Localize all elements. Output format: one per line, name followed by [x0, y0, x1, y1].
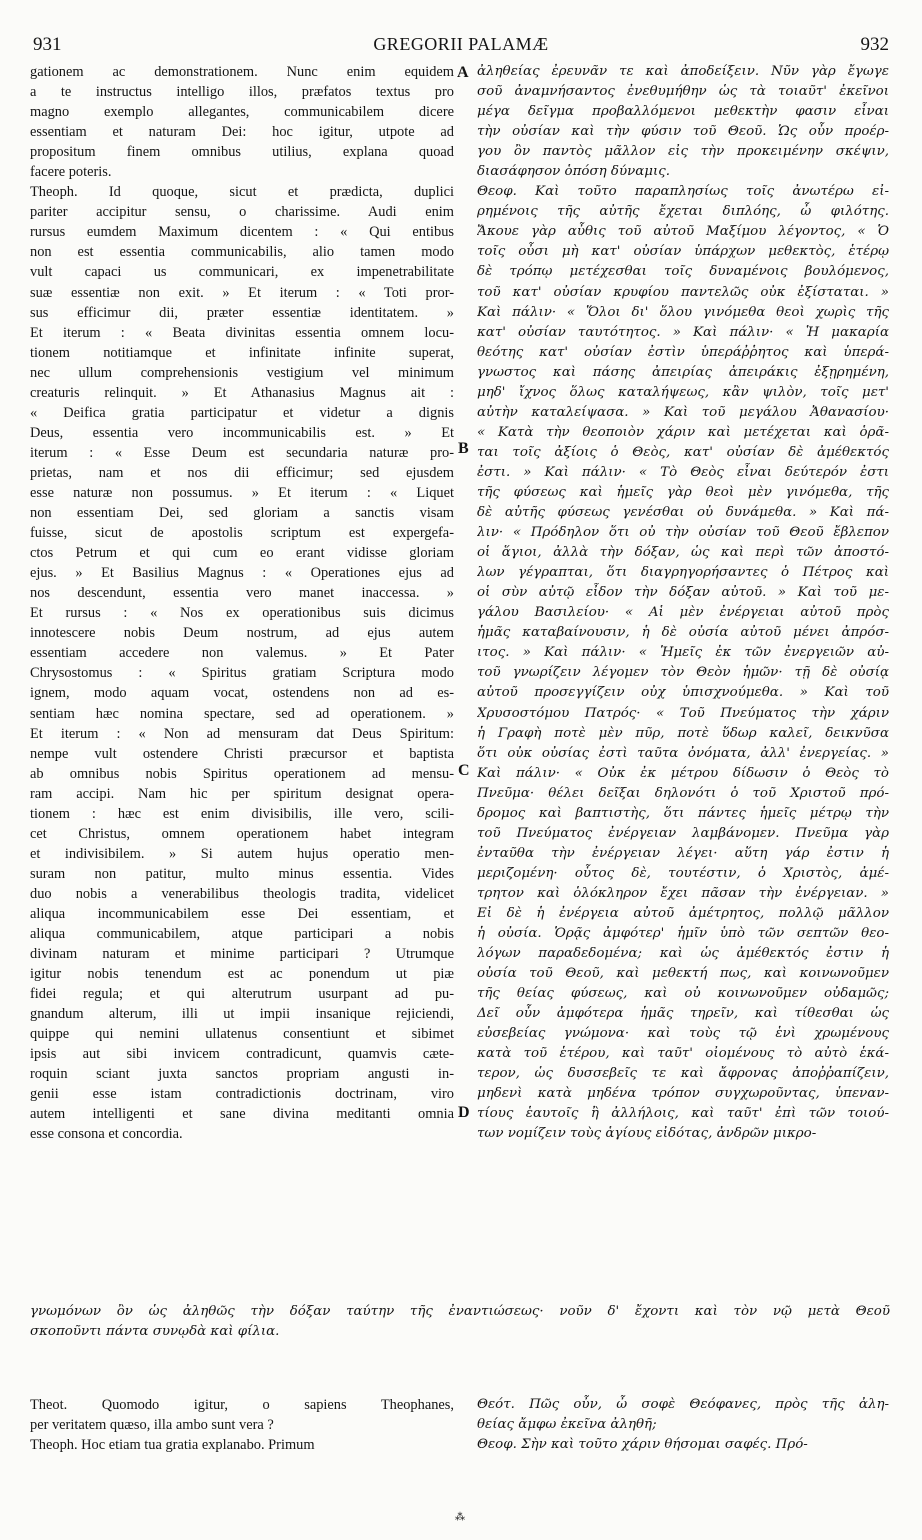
text-line: μεριζομένη· οὗτος δὲ, τουτέστιν, ὁ Χριστὸς, ἀμέ- [477, 865, 889, 881]
text-line: ctos Petrum et qui cum eo erant vidisse gloriam [30, 545, 454, 562]
text-line: vult capaci us communicari, ex impenetrabilitate [30, 264, 454, 281]
text-line: θεότης κατ' οὐσίαν ἐστὶν ὑπεράῤῥητος καὶ ὑπερά- [477, 344, 889, 360]
text-line: fidei regula; et qui alterutrum usurpant ad pu- [30, 986, 454, 1003]
text-line: Theot. Quomodo igitur, o sapiens Theophanes, [30, 1397, 454, 1413]
text-line: aliqua communicabilem, atque participari a nobis [30, 926, 454, 943]
text-line: nos descendunt, essentia vero manet inaccessa. » [30, 585, 454, 602]
text-line: εὐσεβείας γνώμονα· καὶ τοὺς τῷ ἑνὶ χρωμένους [477, 1026, 889, 1042]
text-line: Καὶ πάλιν· « Οὐκ ἐκ μέτρου δίδωσιν ὁ Θεὸς τὸ [477, 765, 889, 781]
text-line: gnandum alterum, illi ut impii insanique rejiciendi, [30, 1006, 454, 1023]
text-line: et indivisibilem. » Si autem hujus operatio men- [30, 845, 454, 862]
text-line: non est essentia communicabilis, alio tamen modo [30, 244, 454, 261]
text-line: θείας ἄμφω ἐκεῖνα ἀληθῆ; [477, 1417, 657, 1433]
text-line: ἡ οὐσία. Ὁρᾷς ἀμφότερ' ἡμῖν ὑπὸ τῶν σεπτῶν θεο- [477, 926, 889, 942]
text-line: Θεοφ. Σὴν καὶ τοῦτο χάριν θήσομαι σαφές. Πρό- [477, 1437, 808, 1453]
section-marker-b: B [458, 440, 469, 457]
text-line: Δεῖ οὖν ἀμφότερα ἡμᾶς τηρεῖν, καὶ τίθεσθαι ὡς [477, 1006, 889, 1022]
left-page-number: 931 [33, 34, 62, 55]
text-line: rursus eumdem Maximum dicentem : « Qui entibus [30, 224, 454, 241]
text-line: essentiam accedere non valemus. » Et Pater [30, 645, 454, 662]
text-line: ἡ Γραφὴ ποτὲ μὲν πῦρ, ποτὲ ὕδωρ καλεῖ, δεικνῦσα [477, 725, 889, 741]
text-line: ram accipi. Nam hic per spiritum designat opera- [30, 785, 454, 802]
text-line: δρομος καὶ βαπτιστὴς, ὅτι πάντες ἡμεῖς μέτρῳ τὴν [477, 805, 889, 821]
section-marker-d: D [458, 1104, 470, 1121]
text-line: gationem ac demonstrationem. Nunc enim equidem [30, 64, 454, 80]
page-ornament: ⁂ [455, 1512, 465, 1523]
text-line: δὲ αὐτῆς φύσεως γενέσθαι οὐ δυνάμεθα. » Καὶ πά- [477, 505, 889, 521]
section-marker-c: C [458, 762, 470, 779]
text-line: ab omnibus nobis Spiritus operationem ad mensu- [30, 765, 454, 782]
text-line: τοῦ κατ' οὐσίαν κρυφίου παντελῶς οὐκ ἐξίσταται. » [477, 284, 889, 300]
text-line: cet Christus, omnem operationem habet integram [30, 825, 454, 842]
text-line: γου ὂν παντὸς μᾶλλον εἰς τὴν προκειμένην σκέψιν, [477, 144, 889, 160]
text-line: μέγα δεῖγμα προβαλλόμενοι μεθεκτὴν φασιν εἶναι [477, 104, 889, 120]
greek-column [477, 62, 889, 1145]
text-line: ὅτι οὐκ οὐσίας ἐστὶ ταῦτα ὀνόματα, ἀλλ' ἐνεργείας. » [477, 745, 889, 761]
text-line: Theoph. Hoc etiam tua gratia explanabo. Primum [30, 1437, 315, 1454]
text-line: fuisse, sicut de apostolis scriptum est expergefa- [30, 525, 454, 542]
text-line: essentiam et naturam Dei: hoc igitur, utpote ad [30, 124, 454, 141]
text-line: pariter accipitur sensu, o charissime. Audi enim [30, 204, 454, 221]
text-line: τὴν οὐσίαν καὶ τὴν φύσιν τοῦ Θεοῦ. Ὡς οὖν προέρ- [477, 124, 889, 140]
text-line: ἀληθείας ἐρευνᾶν τε καὶ ἀποδείξειν. Νῦν γὰρ ἔγωγε [477, 64, 889, 79]
text-line: « Κατὰ τὴν θεοποιὸν χάριν καὶ μετέχεται καὶ ὁρᾶ- [477, 424, 889, 440]
text-line: κατ' οὐσίαν ταυτότητος. » Καὶ πάλιν· « Ἡ μακαρία [477, 324, 889, 340]
text-line: Εἰ δὲ ἡ ἐνέργεια αὐτοῦ ἀμέτρητος, πολλῷ μᾶλλον [477, 905, 889, 921]
text-line: Et iterum : « Beata divinitas essentia omnem locu- [30, 324, 454, 341]
text-line: ἐνταῦθα τὴν ἐνέργειαν λέγει· αὕτη γάρ ἐστιν ἡ [477, 845, 889, 861]
text-line: igitur nobis tenendum est ac ponendum ut piæ [30, 966, 454, 983]
text-line: τῆς θείας φύσεως, καὶ οὐ κοινωνοῦμεν οὐδαμῶς; [477, 986, 889, 1002]
text-line: per veritatem quæso, illa ambo sunt vera ? [30, 1417, 274, 1434]
right-page-number: 932 [860, 34, 889, 55]
text-line: Deus, essentia vero incommunicabilis est. » Et [30, 424, 454, 441]
text-line: μηδενὶ κατὰ μηδένα τρόπον συγχωροῦντας, ὑπεναν- [477, 1086, 889, 1102]
text-line: γάλου Βασιλείου· « Αἱ μὲν ἐνέργειαι αὐτοῦ πρὸς [477, 605, 889, 621]
text-line: τῆς φύσεως καὶ ἡμεῖς γὰρ θεοὶ μὲν γινόμεθα, τῆς [477, 484, 889, 500]
text-line: ejus. » Et Basilius Magnus : « Operationes ejus ad [30, 565, 454, 582]
text-line: σκοποῦντι πάντα συνῳδὰ καὶ φίλια. [30, 1324, 280, 1340]
text-line: nec ullum comprehensionis vestigium vel minimum [30, 364, 454, 381]
section-marker-a: A [457, 64, 469, 81]
latin-dialogue-continuation [30, 1395, 454, 1455]
text-line: a te instructus intelligo illos, præfatos textus pro [30, 84, 454, 101]
running-header [33, 34, 889, 56]
text-line: aliqua incommunicabilem esse Dei essentiam, et [30, 905, 454, 922]
text-line: ται τοῖς ἀξίοις ὁ Θεὸς, κατ' οὐσίαν δὲ ἀμέθεκτός [477, 444, 889, 460]
text-line: tionem notitiamque et infinitate infinite superat, [30, 344, 454, 361]
text-line: τίους ἑαυτοῖς ἢ ἀλλήλοις, καὶ ταῦτ' ἐπὶ τῶν τοιού- [477, 1106, 889, 1122]
text-line: σοῦ ἀναμνήσαντος ἐνεθυμήθην ὡς τὰ τοιαῦτ' ἐκεῖνοι [477, 84, 889, 100]
text-line: τοῦ Πνεύματος ἐνέργειαν λαμβάνομεν. Πνεῦμα γὰρ [477, 825, 889, 841]
text-line: « Deifica gratia participatur et videtur a dignis [30, 404, 454, 421]
text-line: ἡμᾶς καταβαίνουσιν, ἡ δὲ οὐσία αὐτοῦ μένει ἀπρόσ- [477, 625, 889, 641]
text-line: non essentiam Dei, sed gloriam a sanctis visam [30, 505, 454, 522]
text-line: duo nobis a venerabilibus theologis tradita, videlicet [30, 885, 454, 902]
text-line: κατὰ τοῦ ἑτέρου, καὶ ταῦτ' οἰομένους τὸ αὐτὸ ἑκά- [477, 1046, 889, 1062]
text-line: αὐτὴν καταλείψασα. » Καὶ τοῦ μεγάλου Ἀθανασίου· [477, 404, 889, 420]
text-line: τοῦ γνωρίζειν λέγομεν τὸν Θεὸν ἡμῶν· τῇ δὲ οὐσίᾳ [477, 665, 889, 681]
text-line: prietas, nam et nos dii efficimur; sed ejusdem [30, 464, 454, 481]
text-line: divinam naturam et minime participari ? Utrumque [30, 946, 454, 963]
text-line: innotescere nobis Deum nostrum, ad ejus autem [30, 625, 454, 642]
latin-column [30, 62, 454, 1145]
text-line: magno exemplo allegantes, communicabilem dicere [30, 104, 454, 121]
text-line: autem intelligenti et sane divina meditanti omnia [30, 1106, 454, 1123]
greek-bridge-text [30, 1302, 890, 1342]
text-line: Θεοφ. Καὶ τοῦτο παραπλησίως τοῖς ἀνωτέρω εἰ- [477, 184, 889, 200]
text-line: λόγων παραδεδομένα; καὶ ὡς ἀμέθεκτός ἐστιν ἡ [477, 946, 889, 962]
text-line: διασάφησον ὁπόση δύναμις. [477, 164, 670, 180]
text-line: τρητον καὶ ὁλόκληρον ἔχει πᾶσαν τὴν ἐνέργειαν. » [477, 885, 889, 901]
text-line: τοῖς οὖσι μὴ κατ' οὐσίαν ὑπάρχων μεθεκτὸς, ἑτέρῳ [477, 244, 889, 260]
text-line: Theoph. Id quoque, sicut et prædicta, duplici [30, 184, 454, 201]
text-line: iterum : « Esse Deum est secundaria naturæ pro- [30, 444, 454, 461]
text-line: esse consona et concordia. [30, 1126, 183, 1143]
text-line: ignem, modo aquam vocat, ostendens non ad es- [30, 685, 454, 702]
text-line: quippe qui nemini ullatenus consentiunt et sibimet [30, 1026, 454, 1043]
text-line: suæ essentiæ non exit. » Et iterum : « Toti pror- [30, 284, 454, 301]
text-line: Καὶ πάλιν· « Ὅλοι δι' ὅλου γινόμεθα θεοὶ χωρὶς τῆς [477, 304, 889, 320]
text-line: esse naturæ non possumus. » Et iterum : « Liquet [30, 484, 454, 501]
text-line: facere poteris. [30, 164, 112, 181]
text-line: Et rursus : « Nos ex operationibus suis dicimus [30, 605, 454, 622]
text-line: sentiam hæc nomina spectare, sed ad operationem. » [30, 705, 454, 722]
text-line: roquin sciant juxta sanctos propriam angusti in- [30, 1066, 454, 1083]
text-line: τερον, ὡς δυσσεβεῖς τε καὶ ἄφρονας ἀποῤῥαπίζειν, [477, 1066, 889, 1082]
text-line: Ἄκουε γὰρ αὖθις τοῦ αὐτοῦ Μαξίμου λέγοντος, « Ὁ [477, 224, 889, 240]
text-line: Chrysostomus : « Spiritus gratiam Scriptura modo [30, 665, 454, 682]
text-line: ἐστι. » Καὶ πάλιν· « Τὸ Θεὸς εἶναι δεύτερόν ἐστι [477, 464, 889, 480]
text-line: sus efficimur dii, præter essentiæ identitatem. » [30, 304, 454, 321]
text-line: propositum finem omnibus utilius, explana quoad [30, 144, 454, 161]
text-line: μηδ' ἴχνος ὅλως καταλήψεως, κἂν ψιλὸν, τοῖς μετ' [477, 384, 889, 400]
text-line: creaturis relinquit. » Et Athanasius Magnus ait : [30, 384, 454, 401]
text-line: των νομίζειν τοὺς ἁγίους εἰδότας, ἀνδρῶν μικρο- [477, 1126, 817, 1142]
text-line: Et iterum : « Non ad mensuram dat Deus Spiritum: [30, 725, 454, 742]
text-line: οἱ ἅγιοι, ἀλλὰ τὴν δόξαν, ὡς καὶ περὶ τῶν ἀποστό- [477, 545, 889, 561]
text-line: ιτος. » Καὶ πάλιν· « Ἡμεῖς ἐκ τῶν ἐνεργειῶν αὐ- [477, 645, 889, 661]
text-line: Θεότ. Πῶς οὖν, ὦ σοφὲ Θεόφανες, πρὸς τῆς ἀλη- [477, 1397, 889, 1412]
text-line: Χρυσοστόμου Πατρός· « Τοῦ Πνεύματος τὴν χάριν [477, 705, 889, 721]
text-line: ipsis aut sibi invicem contradicunt, quamvis cæte- [30, 1046, 454, 1063]
text-line: γνωστος καὶ πάσης ἀπειρίας ἀπειράκις ἐξῃρημένη, [477, 364, 889, 380]
text-line: λιν· « Πρόδηλον ὅτι οὐ τὴν οὐσίαν τοῦ Θεοῦ ἔβλεπον [477, 525, 889, 541]
text-line: οὐσία τοῦ Θεοῦ, καὶ μεθεκτή πως, καὶ κοινωνοῦμεν [477, 966, 889, 982]
text-line: αὐτοῦ προσεγγίζειν οὐχ ὑπισχνούμεθα. » Καὶ τοῦ [477, 685, 889, 701]
running-title: GREGORII PALAMÆ [373, 34, 549, 54]
text-line: γνωμόνων ὂν ὡς ἀληθῶς τὴν δόξαν ταύτην τῆς ἐναντιώσεως· νοῦν δ' ἔχοντι καὶ τὸν νῷ μετὰ Θεοῦ [30, 1304, 890, 1319]
text-line: δὲ τρόπῳ μετέχεσθαι τοῖς δυναμένοις βουλόμενος, [477, 264, 889, 280]
text-line: λων γέγραπται, ὅτι διαγρηγορήσαντες ὁ Πέτρος καὶ [477, 565, 889, 581]
text-line: οἱ σὺν αὐτῷ εἶδον τὴν δόξαν αὐτοῦ. » Καὶ τοῦ με- [477, 585, 889, 601]
text-line: nempe vult ostendere Christi præcursor et baptista [30, 745, 454, 762]
text-line: tionem : hæc est enim divisibilis, ille vero, scili- [30, 805, 454, 822]
text-line: ρημένοις τῆς αὐτῆς ἔχεται διπλόης, ὦ φιλότης. [477, 204, 889, 220]
text-line: suram non patitur, multo minus essentia. Vides [30, 865, 454, 882]
greek-dialogue-continuation [477, 1395, 889, 1455]
text-line: Πνεῦμα· θέλει δεῖξαι δηλονότι ὁ τοῦ Χριστοῦ πρό- [477, 785, 889, 801]
text-line: genii esse istam contradictionis doctrinam, viro [30, 1086, 454, 1103]
